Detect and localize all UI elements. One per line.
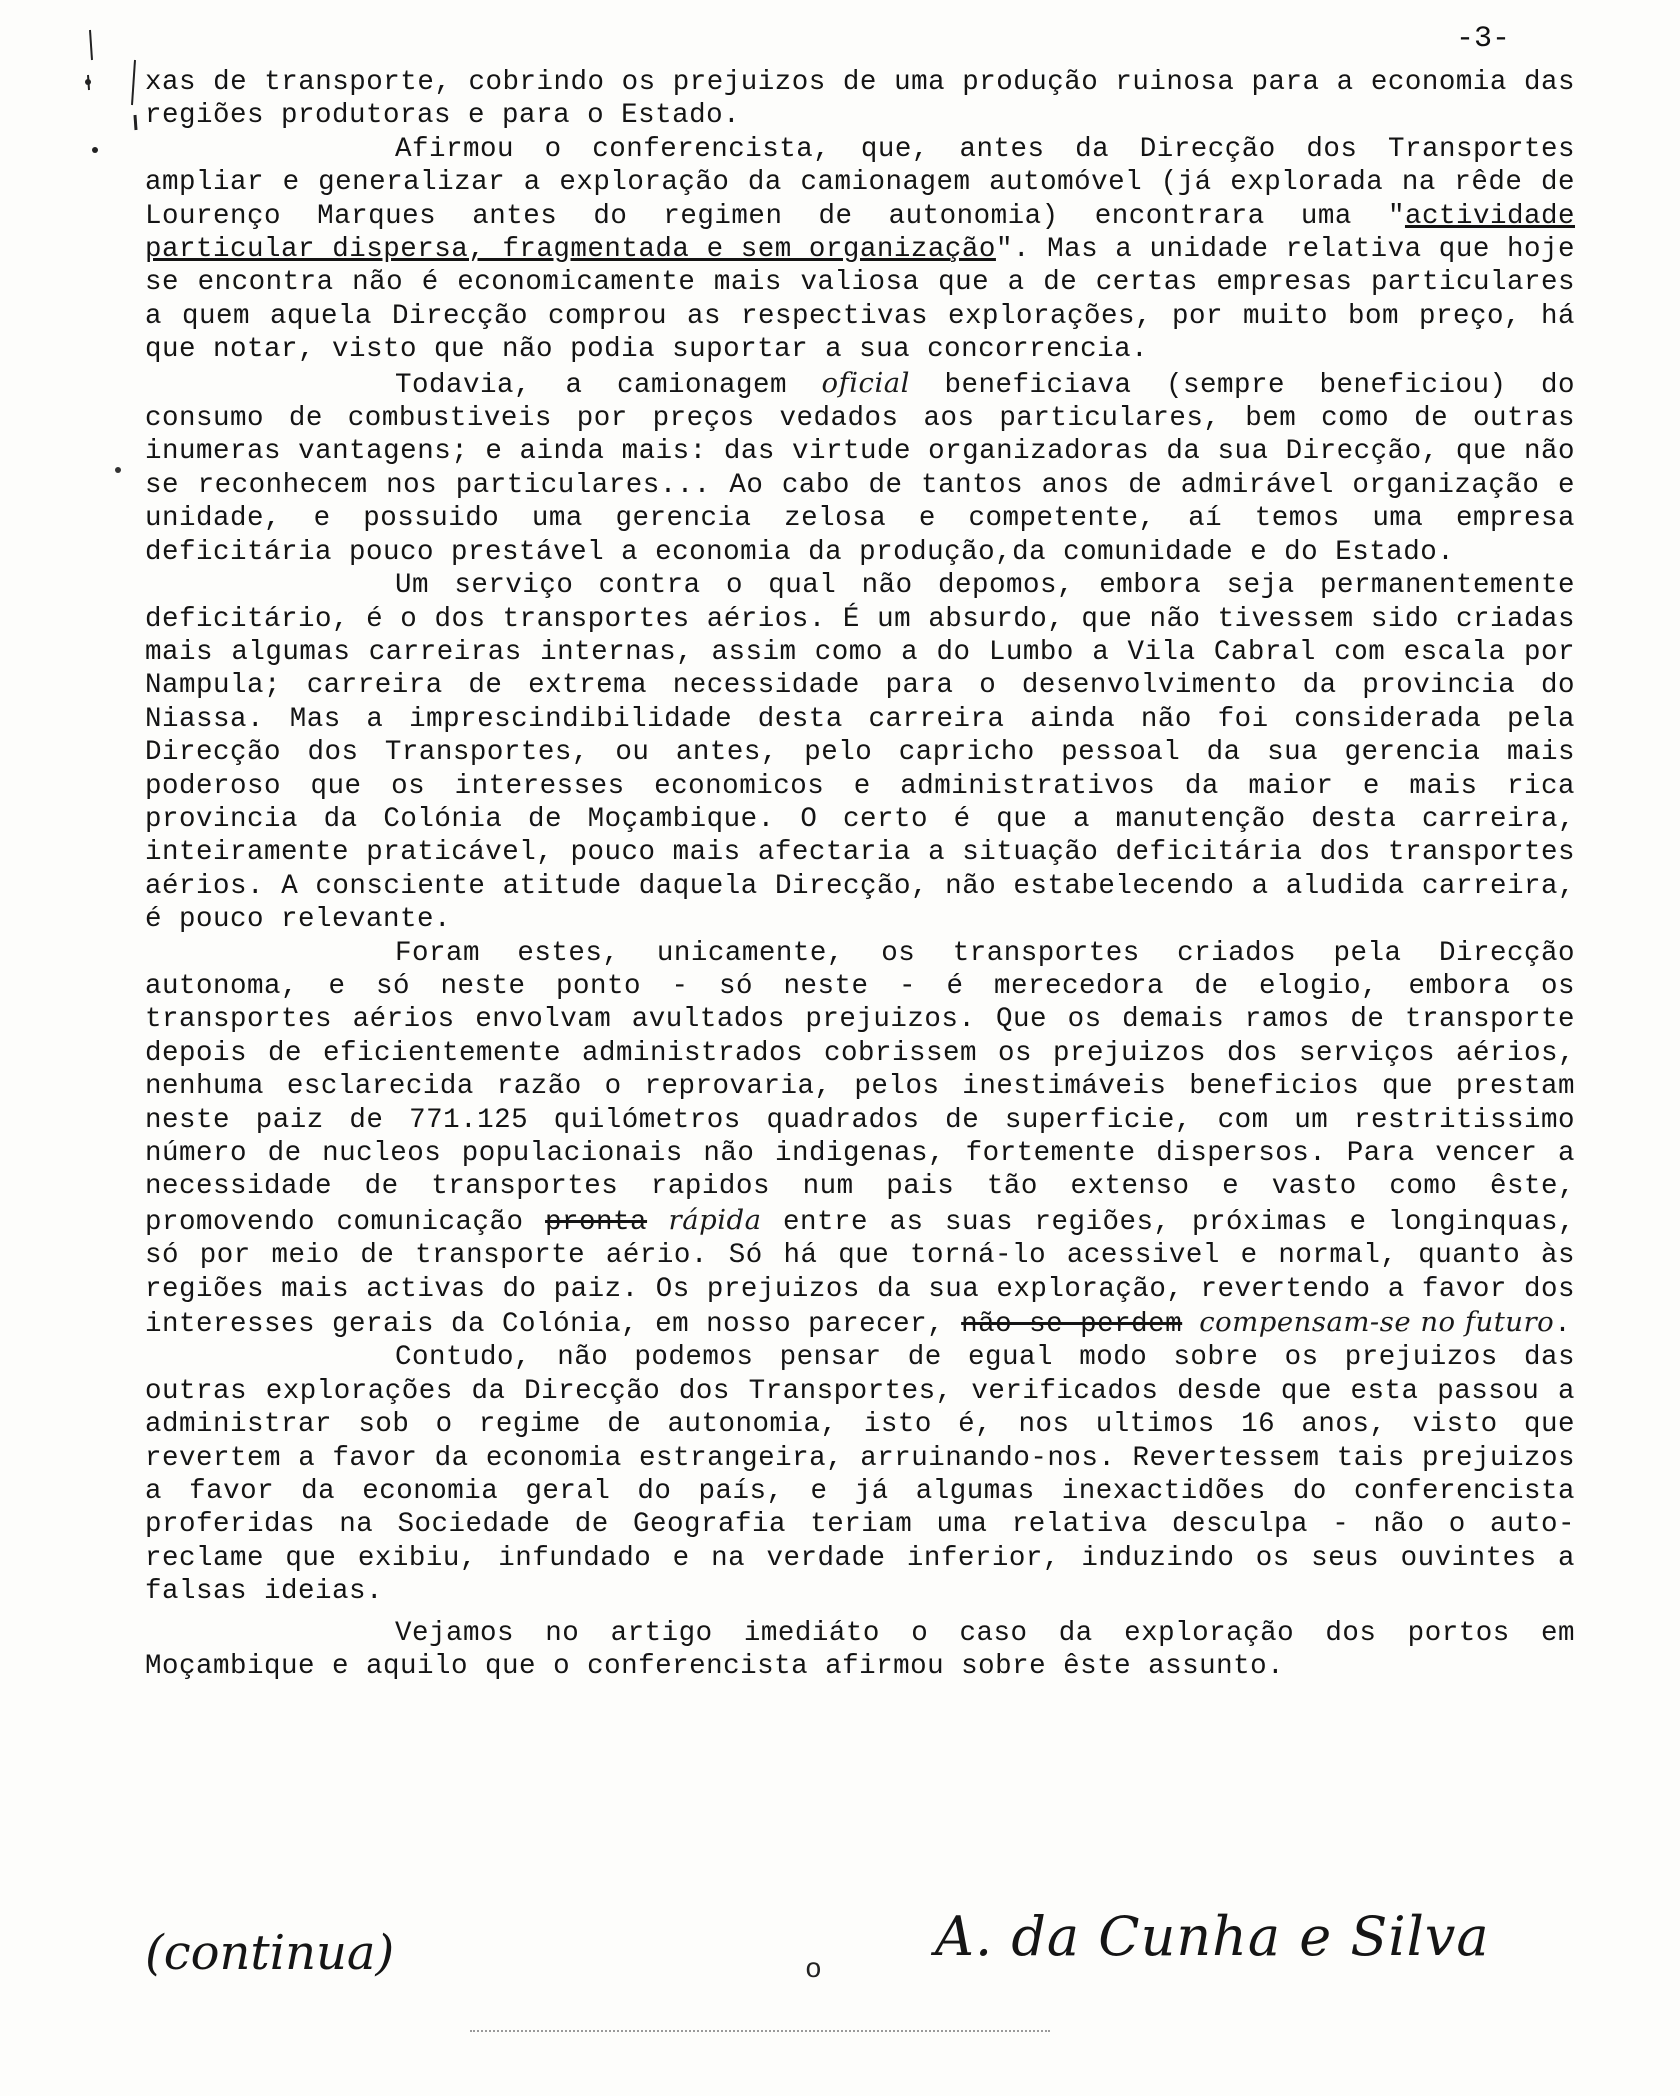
underline-text: actividade particular dispersa, fragmentada e sem organização [145, 200, 1575, 266]
paragraph-5 [145, 937, 1575, 1342]
paragraph-text: Vejamos no artigo imediáto o caso da exploração dos portos em Moçambique e aquilo que o conferencista afirmou sobre êste assunto. [145, 1617, 1575, 1683]
signature: A. da Cunha e Silva [935, 1905, 1490, 1968]
paragraph-text: Todavia, a camionagem [395, 369, 822, 401]
continua-note: (continua) [145, 1925, 395, 1981]
paragraph-text: Afirmou o conferencista, que, antes da Direcção dos Transportes ampliar e generalizar a exploração da camionagem automóvel (já explorada na rêde de Lourenço Marques antes do regimen de autonomia) encontrara uma " [145, 133, 1575, 232]
page-number: -3- [1455, 22, 1510, 56]
paragraph-text: Contudo, não podemos pensar de egual modo sobre os prejuizos das outras explorações da Direcção dos Transportes, verificados desde que esta passou a administrar sob o regime de autonomia, isto é, nos ultimos 16 anos, visto que revertem a favor da economia estrangeira, arruinando-nos. Revertessem tais prejuizos a favor da economia geral do país, e já algumas inexactidões do conferencista proferidas na Sociedade de Geografia teriam uma relativa desculpa - não o auto-reclame que exibiu, infundado e na verdade inferior, induzindo os seus ouvintes a falsas ideias. [145, 1342, 1575, 1608]
paragraph-text: Um serviço contra o qual não depomos, embora seja permanentemente deficitário, é o dos transportes aérios. É um absurdo, que não tivessem sido criadas mais algumas carreiras internas, assim como a do Lumbo a Vila Cabral com escala por Nampula; carreira de extrema necessidade para o desenvolvimento da provincia do Niassa. Mas a imprescindibilidade desta carreira ainda não foi considerada pela Direcção dos Transportes, ou antes, pelo capricho pessoal da sua gerencia mais poderoso que os interesses economicos e administrativos da maior e mais rica provincia da Colónia de Moçambique. O certo é que a manutenção desta carreira, inteiramente praticável, pouco mais afectaria a situação deficitária dos transportes aérios. A consciente atitude daquela Direcção, não estabelecendo a aludida carreira, é pouco relevante. [145, 570, 1575, 936]
bottom-rule [470, 2030, 1050, 2032]
paragraph-text: Foram estes, unicamente, os transportes criados pela Direcção autonoma, e só neste ponto - só neste - é merecedora de elogio, embora os transportes aérios envolvam avultados prejuizos. Que os demais ramos de transporte depois de eficientemente administrados cobrissem os prejuizos dos serviços aérios, nenhuma esclarecida razão o reprovaria, pelos inestimáveis beneficios que prestam neste paiz de 771.125 quilómetros quadrados de superficie, com um restritissimo número de nucleos populacionais não indigenas, fortemente dispersos. Para vencer a necessidade de transportes rapidos num pais tão extenso e vasto como êste, promovendo comunicação [145, 937, 1575, 1238]
paragraph-text: entre as suas regiões, próximas e longinquas, só por meio de transporte aério. Só há que torná-lo acessivel e normal, quanto às regiões mais activas do paiz. Os prejuizos da sua exploração, revertendo a favor dos interesses gerais da Colónia, em nosso parecer, [145, 1206, 1575, 1341]
paragraph-1 [145, 66, 1575, 133]
paragraph-2 [145, 133, 1575, 367]
strike-text: pronta [545, 1206, 648, 1238]
paragraph-6 [145, 1341, 1575, 1608]
paragraph-7 [145, 1617, 1575, 1684]
document-body [145, 66, 1575, 1684]
paragraph-text: ". Mas a unidade relativa que hoje se encontra não é economicamente mais valiosa que a de certas empresas particulares a quem aquela Direcção comprou as respectivas explorações, por muito bom preço, há que notar, visto que não podia suportar a sua concorrencia. [145, 234, 1575, 366]
handwritten-text: rápida [668, 1203, 762, 1236]
handwritten-text: oficial [821, 366, 910, 399]
strike-text: não se perdem [961, 1309, 1183, 1341]
paragraph-text: beneficiava (sempre beneficiou) do consumo de combustiveis por preços vedados aos particulares, bem como de outras inumeras vantagens; e ainda mais: das virtude organizadoras da sua Direcção, que não se reconhecem nos particulares... Ao cabo de tantos anos de admirável organização e unidade, e possuido uma gerencia zelosa e competente, aí temos uma empresa deficitária pouco prestável a economia da produção,da comunidade e do Estado. [145, 369, 1575, 568]
circle-mark: o [805, 1955, 822, 1986]
handwritten-text: compensam-se no futuro [1199, 1306, 1555, 1339]
paragraph-text: xas de transporte, cobrindo os prejuizos de uma produção ruinosa para a economia das regiões produtoras e para o Estado. [145, 67, 1575, 132]
paragraph-4 [145, 569, 1575, 936]
paragraph-text [1182, 1309, 1199, 1340]
paragraph-3 [145, 367, 1575, 569]
paragraph-text: . [1554, 1309, 1572, 1341]
paragraph-text [647, 1207, 668, 1238]
